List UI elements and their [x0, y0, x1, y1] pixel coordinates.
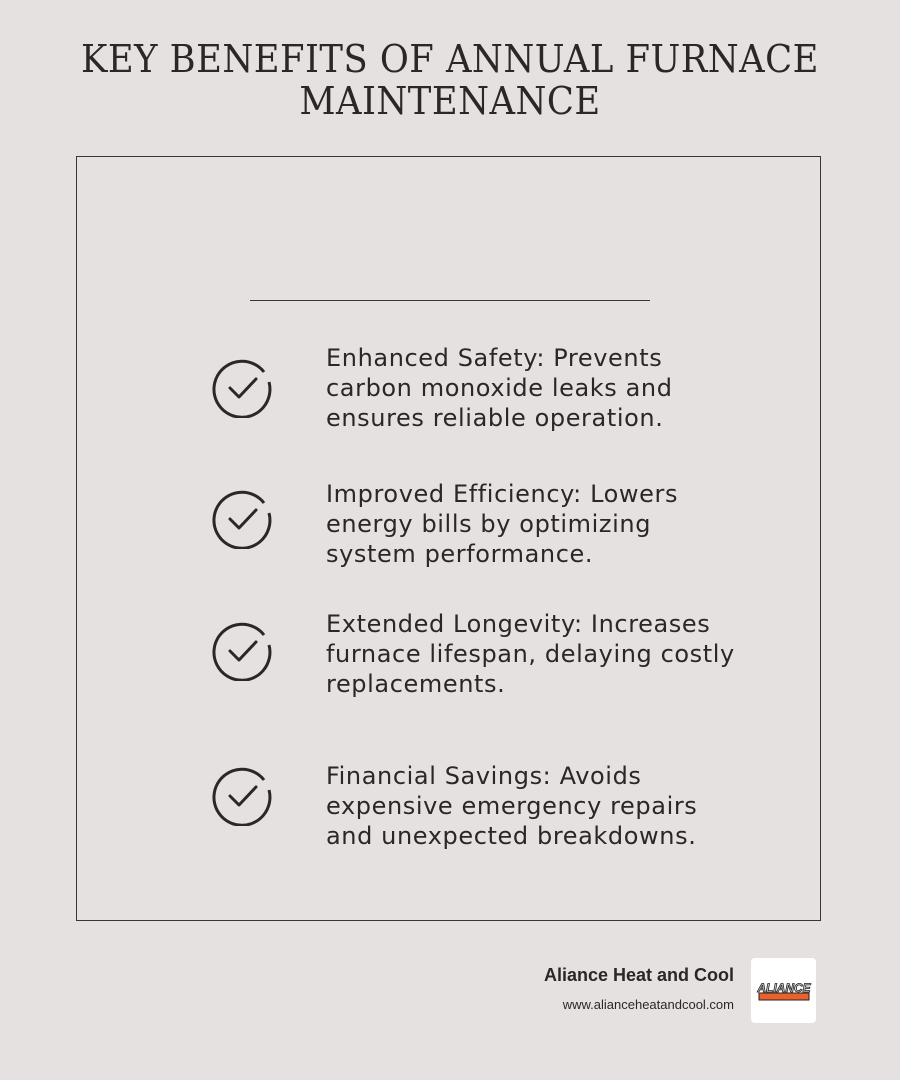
- check-circle-icon: [212, 487, 274, 549]
- check-circle-icon: [212, 764, 274, 826]
- brand-name: Aliance Heat and Cool: [543, 965, 734, 985]
- brand-logo: [751, 958, 816, 1023]
- svg-text:ALIANCE: ALIANCE: [756, 980, 811, 995]
- benefit-text: Enhanced Safety: Prevents carbon monoxide leaks and ensures reliable operation.: [326, 344, 673, 432]
- website-link[interactable]: www.alianceheatandcool.com: [562, 997, 734, 1012]
- aliance-logo-icon: [756, 978, 812, 1004]
- benefit-text: Improved Efficiency: Lowers energy bills by optimizing system performance.: [326, 480, 679, 568]
- check-circle-icon: [212, 356, 274, 418]
- divider: [250, 300, 650, 301]
- benefit-text: Financial Savings: Avoids expensive emergency repairs and unexpected breakdowns.: [326, 762, 698, 850]
- check-circle-icon: [212, 619, 274, 681]
- page-title: KEY BENEFITS OF ANNUAL FURNACE MAINTENANCE: [81, 37, 819, 123]
- benefit-text: Extended Longevity: Increases furnace lifespan, delaying costly replacements.: [326, 610, 735, 698]
